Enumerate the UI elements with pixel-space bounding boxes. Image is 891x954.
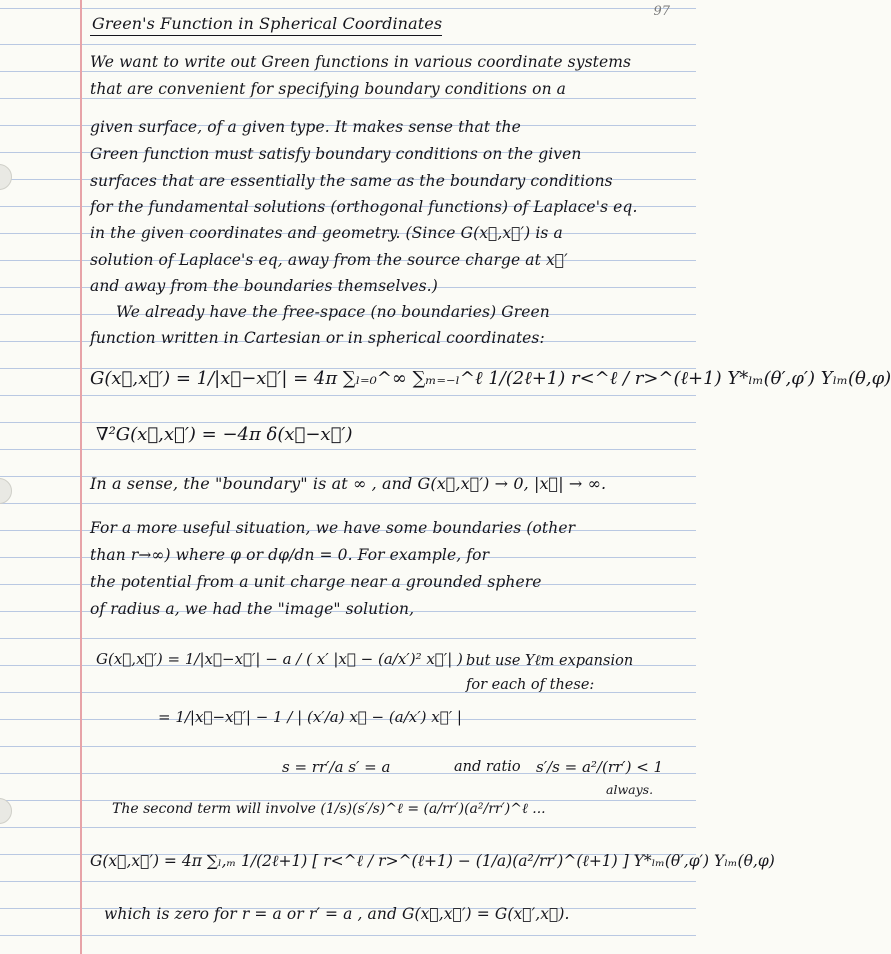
text-line: surfaces that are essentially the same as the boundary conditions <box>90 172 613 190</box>
text-line: the potential from a unit charge near a grounded sphere <box>90 573 542 591</box>
ratio-label: and ratio <box>454 759 521 775</box>
free-space-green-function: G(x⃗,x⃗′) = 1/|x⃗−x⃗′| = 4π ∑ₗ₌₀^∞ ∑ₘ₌₋ₗ^ℓ 1/(2ℓ+1) r<^ℓ / r>^(ℓ+1) Y*ₗₘ(θ′,φ′) Yₗₘ(θ,φ) <box>90 368 891 389</box>
text-line: We already have the free-space (no boundaries) Green <box>116 303 550 321</box>
text-line: Green function must satisfy boundary conditions on the given <box>90 145 582 163</box>
page-number: 97 <box>653 4 670 19</box>
binder-hole <box>0 798 12 824</box>
ratio-eq: s′/s = a²/(rr′) < 1 <box>536 758 664 776</box>
text-line: and away from the boundaries themselves.) <box>90 277 438 295</box>
text-line: We want to write out Green functions in various coordinate systems <box>90 53 632 71</box>
expansion-note: but use Yℓm expansion <box>466 653 634 669</box>
text-line: solution of Laplace's eq, away from the source charge at x⃗′ <box>90 251 568 269</box>
margin-line <box>80 0 82 954</box>
second-term-line: The second term will involve (1/s)(s′/s)^ℓ = (a/rr′)(a²/rr′)^ℓ ... <box>112 801 546 817</box>
text-line: given surface, of a given type. It makes sense that the <box>90 118 521 136</box>
s-definitions: s = rr′/a s′ = a <box>282 758 391 776</box>
image-solution-eq1: G(x⃗,x⃗′) = 1/|x⃗−x⃗′| − a / ( x′ |x⃗ − (a/x′)² x⃗′| ) <box>96 650 463 668</box>
boundary-line: In a sense, the "boundary" is at ∞ , and G(x⃗,x⃗′) → 0, |x⃗| → ∞. <box>90 474 607 493</box>
laplacian-equation: ∇²G(x⃗,x⃗′) = −4π δ(x⃗−x⃗′) <box>96 424 353 445</box>
expansion-note: for each of these: <box>466 677 595 693</box>
page-title: Green's Function in Spherical Coordinates <box>92 14 443 33</box>
image-solution-eq2: = 1/|x⃗−x⃗′| − 1 / | (x′/a) x⃗ − (a/x′) x⃗′ | <box>158 708 462 726</box>
text-line: For a more useful situation, we have some boundaries (other <box>90 519 576 537</box>
text-line: for the fundamental solutions (orthogonal functions) of Laplace's eq. <box>90 198 638 216</box>
binder-hole <box>0 164 12 190</box>
title-underline <box>90 35 442 36</box>
always-note: always. <box>606 782 654 797</box>
text-line: than r→∞) where φ or dφ/dn = 0. For example, for <box>90 546 490 564</box>
text-line: that are convenient for specifying boundary conditions on a <box>90 80 567 98</box>
final-green-function: G(x⃗,x⃗′) = 4π ∑ₗ,ₘ 1/(2ℓ+1) [ r<^ℓ / r>^(ℓ+1) − (1/a)(a²/rr′)^(ℓ+1) ] Y*ₗₘ(θ′,φ′) Yₗₘ(θ,φ) <box>90 852 775 870</box>
final-line: which is zero for r = a or r′ = a , and G(x⃗,x⃗′) = G(x⃗′,x⃗). <box>104 905 570 923</box>
text-line: in the given coordinates and geometry. (Since G(x⃗,x⃗′) is a <box>90 224 563 242</box>
text-line: function written in Cartesian or in spherical coordinates: <box>90 329 545 347</box>
binder-hole <box>0 478 12 504</box>
text-line: of radius a, we had the "image" solution, <box>90 600 415 618</box>
